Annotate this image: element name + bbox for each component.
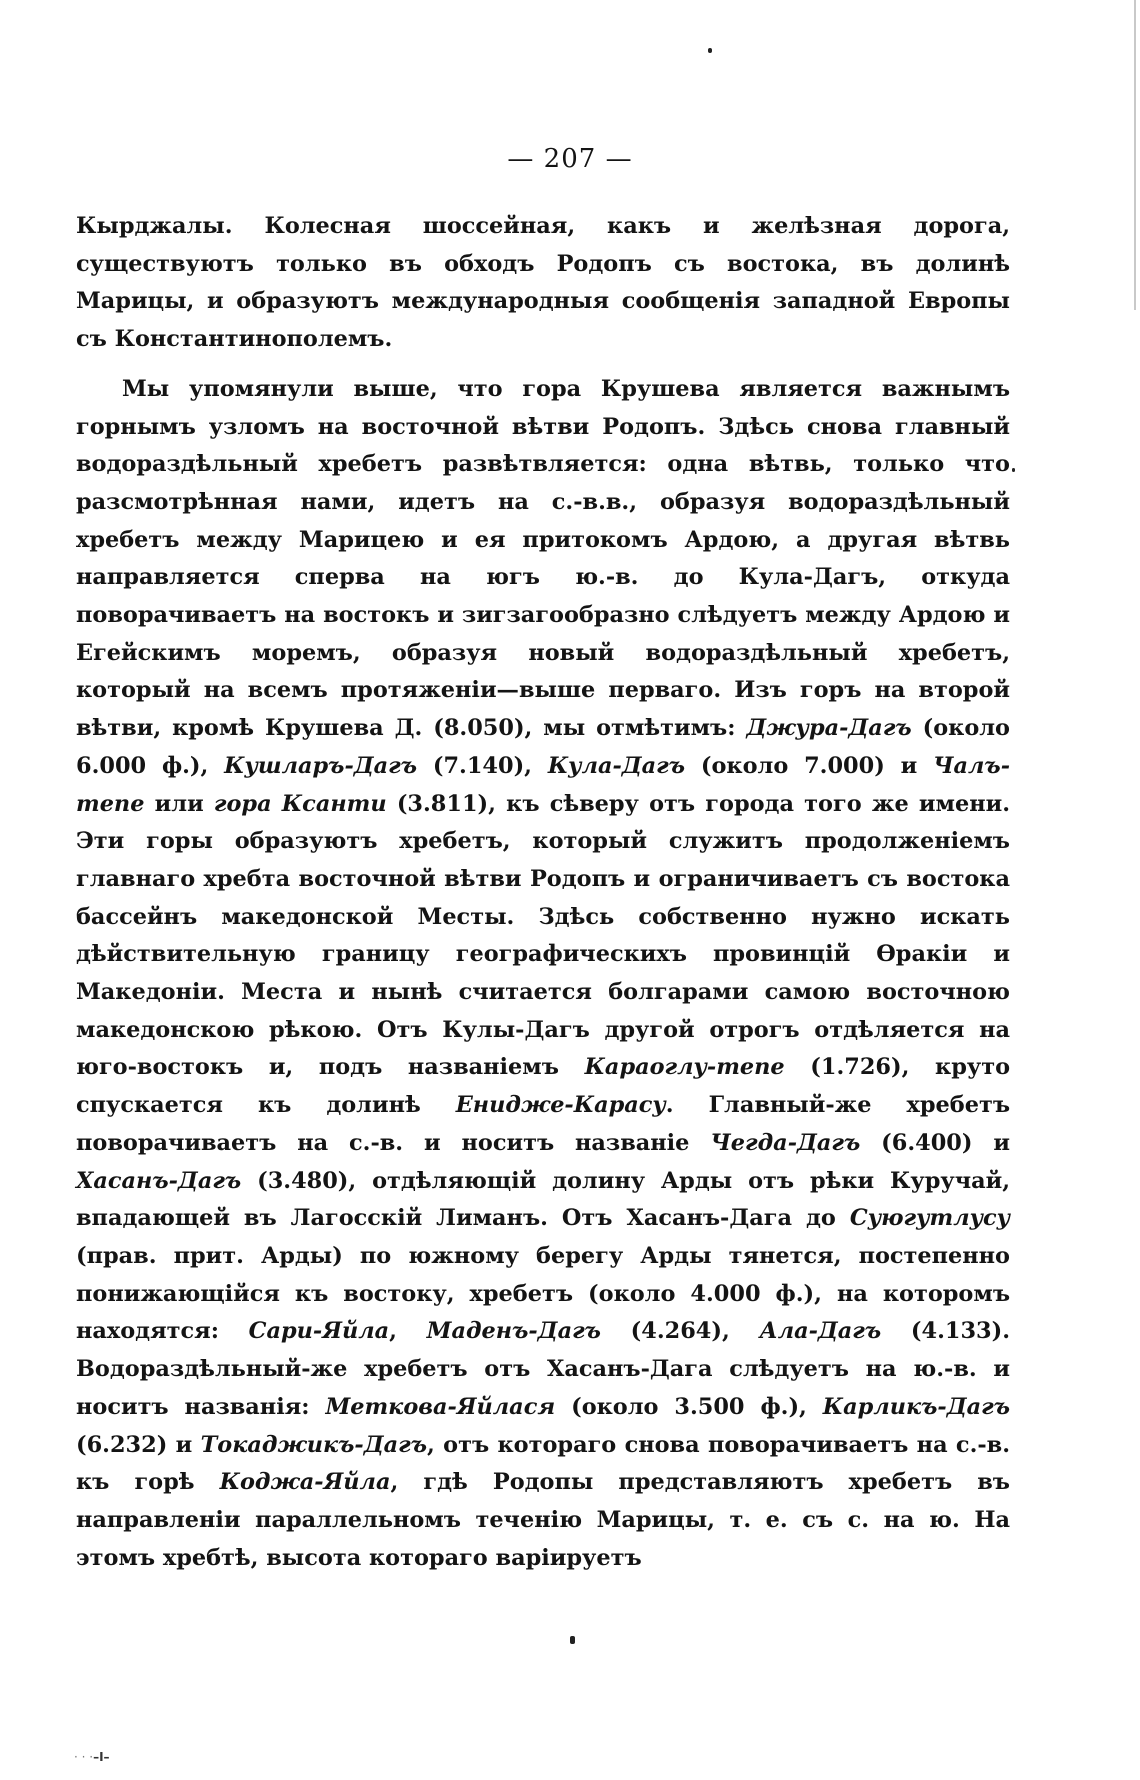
text-run: (3.811), къ сѣверу отъ города того же имени. Эти горы образуютъ хребетъ, который служитъ продолженіемъ главнаго хребта восточной вѣтви Родопъ и ограничиваетъ съ востока бассейнъ македонской Месты. Здѣсь собственно нужно искать дѣйствительную границу географическихъ провинцій Ѳракіи и Македоніи. Места и нынѣ считается болгарами самою восточною македонскою рѣкою. Отъ Кулы-Дагъ другой отрогъ отдѣляется на юго-востокъ и, подъ названіемъ <box>76 790 1011 1081</box>
text-run: (около 6.000 ф.), <box>76 715 1010 779</box>
scan-speck <box>1012 468 1015 472</box>
text-run: , отъ котораго снова поворачиваетъ на с.-в. къ горѣ <box>76 1431 1011 1496</box>
text-run: (7.140), <box>417 752 548 779</box>
text-run: (3.480), отдѣляющій долину Арды отъ рѣки Куручай, впадающей въ Лагосскій Лиманъ. Отъ Хасанъ-Дага до <box>76 1167 1010 1232</box>
place-name: Суюгутлусу <box>849 1205 1010 1232</box>
text-run: , <box>389 1318 427 1345</box>
text-run: (около 3.500 ф.), <box>555 1393 823 1420</box>
paragraph <box>76 371 1010 1578</box>
text-run: (прав. прит. Арды) по южному берегу Арды тянется, постепенно понижающійся къ востоку, хребетъ (около 4.000 ф.), на которомъ находятся: <box>76 1242 1010 1345</box>
text-run: , гдѣ Родопы представляютъ хребетъ въ направленіи параллельномъ теченію Марицы, т. е. съ с. на ю. На этомъ хребтѣ, высота котораго варіируетъ <box>76 1469 1010 1571</box>
page-number: — 207 — <box>507 144 633 174</box>
place-name: гора Ксанти <box>213 790 387 817</box>
text-run: (около 7.000) и <box>685 752 934 779</box>
place-name: Сари-Яйла <box>248 1318 390 1345</box>
place-name: Джура-Дагъ <box>746 715 912 742</box>
place-name: Чегда-Дагъ <box>710 1129 861 1156</box>
text-run: (6.400) и <box>860 1129 1010 1156</box>
body-text <box>76 208 1010 1577</box>
paragraph: Кырджалы. Колесная шоссейная, какъ и желѣзная дорога, существуютъ только въ обходъ Родопъ съ востока, въ долинѣ Марицы, и образуютъ международныя сообщенія западной Европы съ Константинополемъ. <box>76 213 1010 353</box>
place-name: Токаджикъ-Дагъ <box>200 1431 427 1458</box>
place-name: Кушларъ-Дагъ <box>224 752 418 779</box>
place-name: Ала-Дагъ <box>759 1318 882 1345</box>
place-name: Кула-Дагъ <box>547 752 686 779</box>
place-name: Меткова-Яйлася <box>325 1393 556 1420</box>
place-name: Маденъ-Дагъ <box>426 1318 601 1345</box>
text-run: или <box>144 790 214 817</box>
scan-edge-mark: · · ·–I– <box>74 1750 110 1764</box>
place-name: Коджа-Яйла <box>219 1469 391 1496</box>
place-name: Чалъ-тепе <box>76 752 1010 817</box>
scan-speck <box>570 1636 575 1644</box>
place-name: Карликъ-Дагъ <box>822 1393 1010 1420</box>
scan-speck <box>708 48 712 53</box>
text-run: (4.133). Водораздѣльный-же хребетъ отъ Хасанъ-Дага слѣдуетъ на ю.-в. и носитъ названія: <box>76 1318 1010 1420</box>
text-run: (1.726), круто спускается къ долинѣ <box>76 1054 1010 1119</box>
place-name: Караоглу-тепе <box>584 1054 785 1081</box>
place-name: Хасанъ-Дагъ <box>76 1167 242 1194</box>
text-run: (6.232) и <box>76 1431 201 1458</box>
text-run: Мы упомянули выше, что гора Крушева является важнымъ горнымъ узломъ на восточной вѣтви Родопъ. Здѣсь снова главный водораздѣльный хребетъ развѣтвляется: одна вѣтвь, только что разсмотрѣнная нами, идетъ на с.-в.в., образуя водораздѣльный хребетъ между Марицею и ея притокомъ Ардою, а другая вѣтвь направляется сперва на югъ ю.-в. до Кула-Дагъ, откуда поворачиваетъ на востокъ и зигзагообразно слѣдуетъ между Ардою и Егейскимъ моремъ, образуя новый водораздѣльный хребетъ, который на всемъ протяженіи—выше перваго. Изъ горъ на второй вѣтви, кромѣ Крушева Д. (8.050), мы отмѣтимъ: <box>76 375 1010 742</box>
place-name: Енидже-Карасу <box>455 1092 666 1119</box>
text-run: (4.264), <box>600 1318 760 1345</box>
text-run: . Главный-же хребетъ поворачиваетъ на с.-в. и носитъ названіе <box>76 1092 1010 1156</box>
